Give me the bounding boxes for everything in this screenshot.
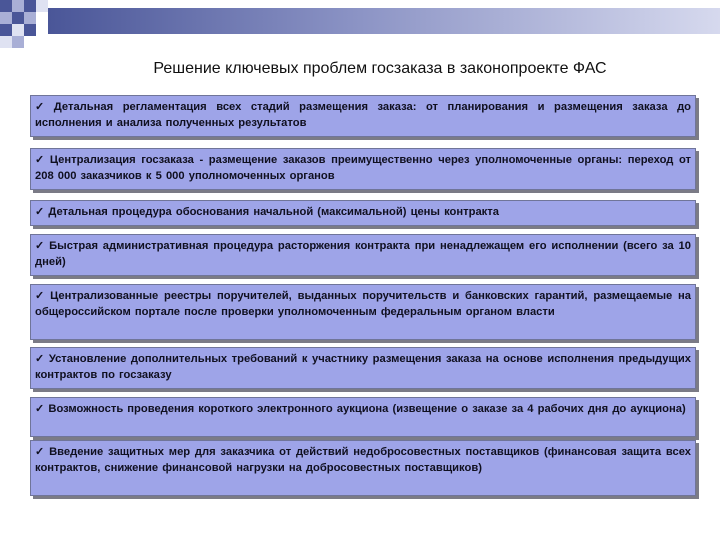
decor-square bbox=[36, 0, 48, 12]
list-item bbox=[30, 148, 696, 190]
check-icon: ✓ bbox=[35, 154, 46, 166]
item-text: Централизация госзаказа - размещение заказов преимущественно через уполномоченные органы: переход от 208 000 заказчиков к 5 000 уполномоченных органов bbox=[35, 154, 691, 182]
item-text: Возможность проведения короткого электронного аукциона (извещение о заказе за 4 рабочих дня до аукциона) bbox=[48, 403, 686, 415]
item-text: Введение защитных мер для заказчика от действий недобросовестных поставщиков (финансовая защита всех контрактов, снижение финансовой нагрузки на добросовестных поставщиков) bbox=[35, 446, 692, 474]
header-decoration bbox=[0, 0, 720, 60]
item-text: Детальная процедура обоснования начальной (максимальной) цены контракта bbox=[48, 206, 499, 218]
check-icon: ✓ bbox=[35, 446, 46, 458]
decor-square bbox=[24, 0, 36, 12]
header-bar bbox=[48, 8, 720, 34]
check-icon: ✓ bbox=[35, 101, 50, 113]
decor-square bbox=[12, 0, 24, 12]
item-text: Детальная регламентация всех стадий размещения заказа: от планирования и размещения заказа до исполнения и анализа полученных результатов bbox=[35, 101, 691, 129]
check-icon: ✓ bbox=[35, 290, 47, 302]
check-icon: ✓ bbox=[35, 353, 45, 365]
list-item bbox=[30, 440, 696, 496]
item-text: Централизованные реестры поручителей, выданных поручительств и банковских гарантий, размещаемые на общероссийском портале после проверки уполномоченным федеральным органом власти bbox=[35, 290, 691, 318]
decor-square bbox=[24, 24, 36, 36]
check-icon: ✓ bbox=[35, 206, 45, 218]
check-icon: ✓ bbox=[35, 403, 45, 415]
slide-title: Решение ключевых проблем госзаказа в законопроекте ФАС bbox=[153, 60, 607, 77]
list-item bbox=[30, 397, 696, 437]
decor-square bbox=[12, 24, 24, 36]
decor-square bbox=[0, 12, 12, 24]
list-item bbox=[30, 200, 696, 226]
decor-square bbox=[12, 12, 24, 24]
list-item bbox=[30, 284, 696, 340]
check-icon: ✓ bbox=[35, 240, 46, 252]
decor-square bbox=[12, 36, 24, 48]
item-text: Быстрая административная процедура расторжения контракта при ненадлежащем его исполнении (всего за 10 дней) bbox=[35, 240, 692, 268]
decor-square bbox=[0, 36, 12, 48]
decor-square bbox=[24, 12, 36, 24]
list-item bbox=[30, 347, 696, 389]
item-text: Установление дополнительных требований к участнику размещения заказа на основе исполнения предыдущих контрактов по госзаказу bbox=[35, 353, 692, 381]
list-item bbox=[30, 234, 696, 276]
decor-square bbox=[0, 0, 12, 12]
list-item bbox=[30, 95, 696, 137]
decor-square bbox=[0, 24, 12, 36]
